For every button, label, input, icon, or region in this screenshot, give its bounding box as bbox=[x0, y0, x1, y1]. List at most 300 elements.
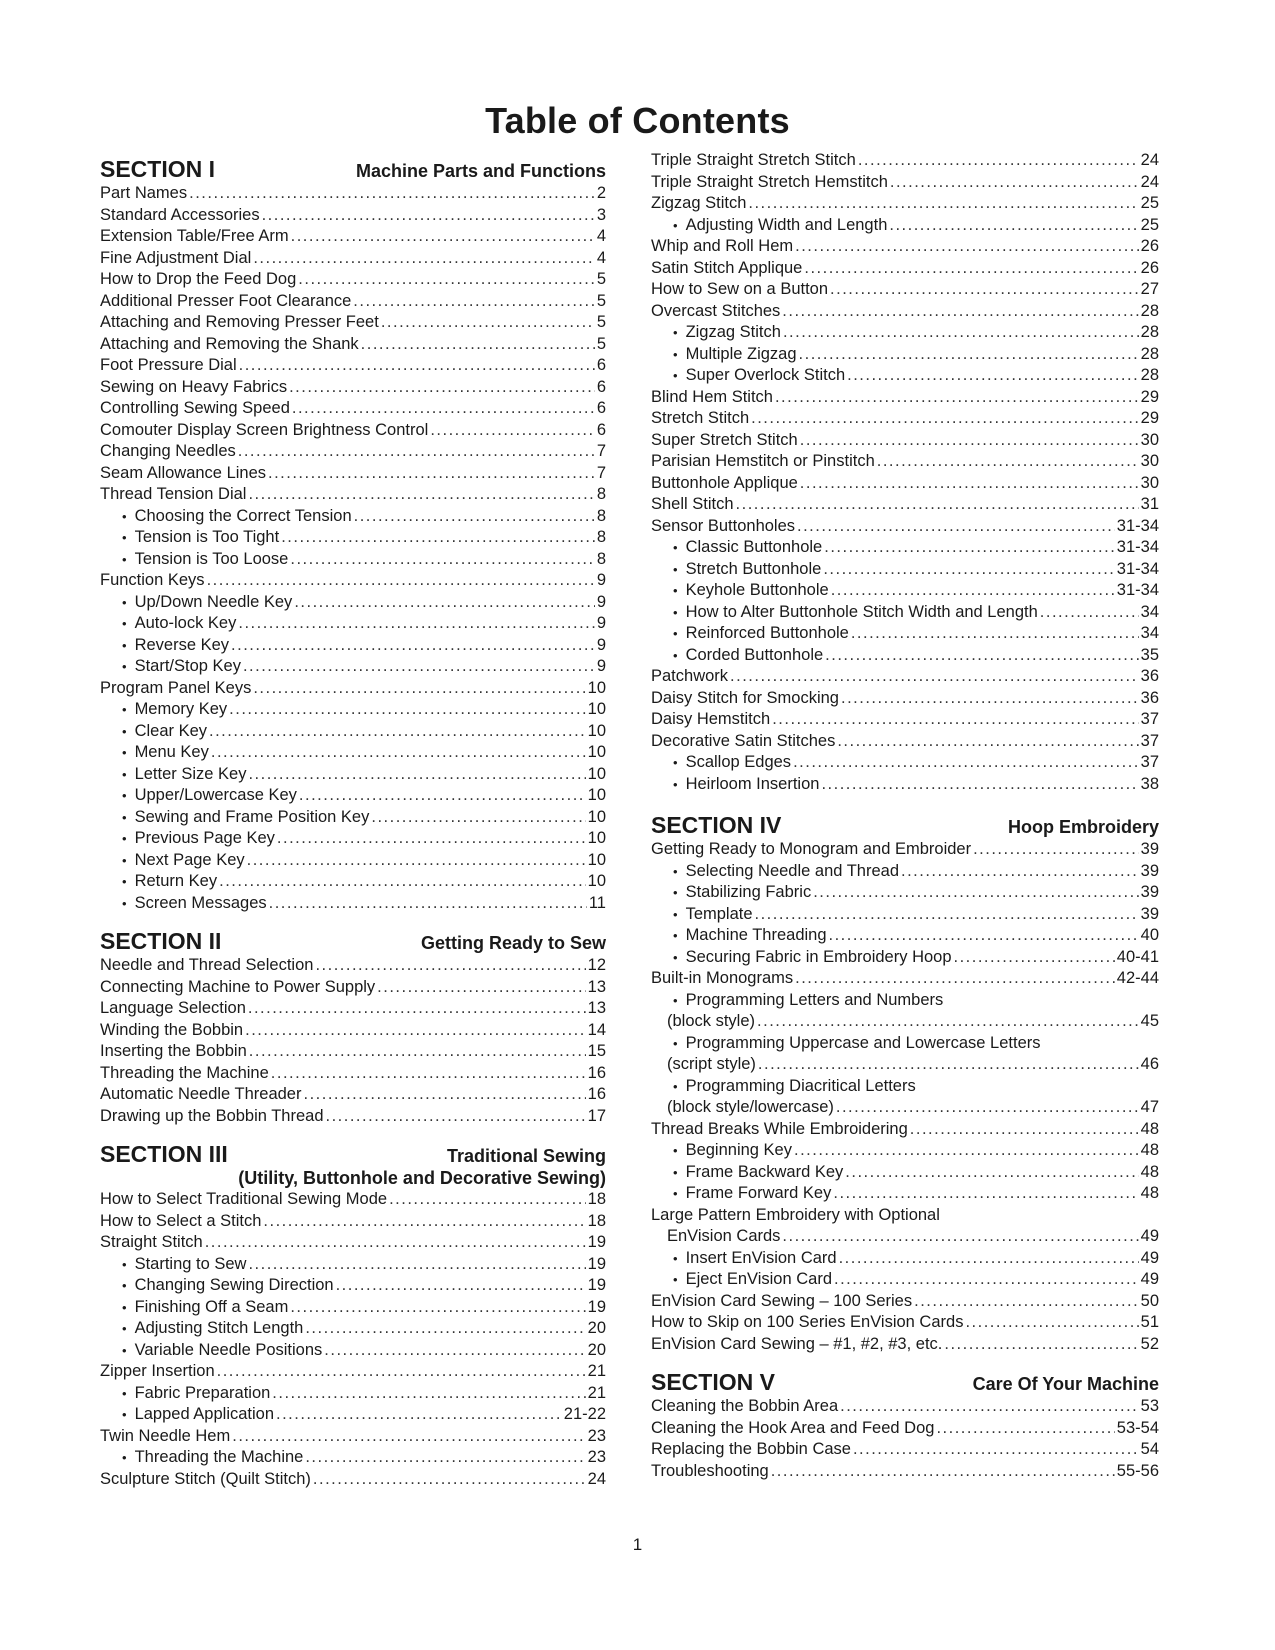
dot-leader bbox=[298, 269, 595, 291]
toc-entry bbox=[651, 839, 1159, 861]
toc-entry-title: Triple Straight Stretch Stitch bbox=[651, 151, 856, 169]
toc-entry bbox=[100, 1020, 606, 1042]
toc-entry-title: Thread Tension Dial bbox=[100, 485, 247, 503]
section-4-header bbox=[651, 812, 1159, 839]
toc-entry-page: 39 bbox=[1140, 840, 1159, 858]
dot-leader bbox=[217, 1361, 586, 1383]
toc-entry bbox=[100, 721, 606, 743]
dot-leader bbox=[795, 968, 1115, 990]
toc-entry-page: 7 bbox=[596, 463, 606, 482]
toc-entry-title: • Insert EnVision Card bbox=[685, 1248, 837, 1267]
toc-entry bbox=[100, 506, 606, 528]
toc-entry-page: 20 bbox=[587, 1340, 606, 1359]
dot-leader bbox=[211, 742, 586, 764]
toc-entry-page: 48 bbox=[1140, 1119, 1159, 1138]
toc-entry bbox=[651, 215, 1159, 237]
toc-entry bbox=[651, 1119, 1159, 1141]
toc-entry bbox=[100, 441, 606, 463]
dot-leader bbox=[823, 559, 1114, 581]
dot-leader bbox=[890, 172, 1139, 194]
toc-entry-title: Sculpture Stitch (Quilt Stitch) bbox=[100, 1469, 311, 1488]
toc-entry-title: • Finishing Off a Seam bbox=[134, 1297, 289, 1316]
dot-leader bbox=[813, 882, 1138, 904]
toc-list bbox=[651, 150, 1159, 795]
dot-leader bbox=[239, 355, 595, 377]
toc-entry-title: Program Panel Keys bbox=[100, 678, 252, 697]
toc-entry-title: • Screen Messages bbox=[134, 893, 267, 912]
dot-leader bbox=[914, 1291, 1139, 1313]
toc-entry-page: 30 bbox=[1140, 452, 1159, 470]
dot-leader bbox=[799, 344, 1139, 366]
dot-leader bbox=[853, 1439, 1139, 1461]
toc-entry bbox=[651, 322, 1159, 344]
toc-entry-page: 6 bbox=[596, 356, 606, 374]
toc-list bbox=[100, 955, 606, 1127]
toc-entry bbox=[651, 580, 1159, 602]
toc-entry-title: • Template bbox=[685, 904, 753, 923]
toc-entry bbox=[651, 752, 1159, 774]
toc-entry-title: Troubleshooting bbox=[651, 1461, 769, 1480]
toc-entry bbox=[100, 570, 606, 592]
section-subtitle: Getting Ready to Sew bbox=[420, 933, 606, 953]
toc-entry bbox=[651, 1226, 1159, 1248]
toc-entry bbox=[100, 1106, 606, 1128]
toc-entry-page: 35 bbox=[1140, 645, 1159, 664]
dot-leader bbox=[736, 494, 1139, 516]
toc-entry-page: 46 bbox=[1140, 1055, 1159, 1073]
toc-entry-page: 10 bbox=[587, 721, 606, 740]
toc-entry bbox=[100, 1404, 606, 1426]
toc-entry-page: 50 bbox=[1140, 1291, 1159, 1310]
dot-leader bbox=[901, 861, 1139, 883]
toc-entry-page: 39 bbox=[1140, 861, 1159, 880]
dot-leader bbox=[248, 764, 585, 786]
dot-leader bbox=[243, 656, 595, 678]
toc-entry-page: 40-41 bbox=[1116, 947, 1159, 966]
toc-entry-page: 31-34 bbox=[1116, 581, 1159, 599]
dot-leader bbox=[755, 904, 1139, 926]
toc-entry bbox=[651, 925, 1159, 947]
dot-leader bbox=[248, 998, 586, 1020]
toc-entry bbox=[651, 1418, 1159, 1440]
toc-entry-page: 29 bbox=[1140, 409, 1159, 427]
dot-leader bbox=[219, 871, 586, 893]
toc-entry bbox=[651, 344, 1159, 366]
toc-entry bbox=[100, 592, 606, 614]
toc-entry-page: 55-56 bbox=[1116, 1461, 1159, 1480]
toc-entry-page: 19 bbox=[587, 1233, 606, 1251]
toc-entry-page: 39 bbox=[1140, 904, 1159, 923]
dot-leader bbox=[824, 537, 1115, 559]
toc-entry bbox=[100, 613, 606, 635]
toc-entry-title: Inserting the Bobbin bbox=[100, 1042, 247, 1060]
toc-entry bbox=[651, 172, 1159, 194]
toc-entry-title: • Menu Key bbox=[134, 743, 209, 761]
toc-entry-title: • Zigzag Stitch bbox=[685, 323, 781, 341]
toc-entry-title: Parisian Hemstitch or Pinstitch bbox=[651, 452, 875, 470]
toc-entry-title: Built-in Monograms bbox=[651, 969, 794, 987]
toc-entry-title: Triple Straight Stretch Hemstitch bbox=[651, 172, 888, 191]
toc-entry-page: 10 bbox=[587, 786, 606, 804]
dot-leader bbox=[833, 1183, 1138, 1205]
toc-entry-page: 11 bbox=[588, 893, 606, 912]
toc-entry bbox=[651, 1312, 1159, 1334]
dot-leader bbox=[253, 248, 594, 270]
toc-entry-title: Zipper Insertion bbox=[100, 1362, 215, 1380]
toc-entry-title: • Return Key bbox=[134, 872, 218, 890]
toc-entry-title: Twin Needle Hem bbox=[100, 1426, 231, 1445]
dot-leader bbox=[253, 678, 585, 700]
toc-entry-title: • Memory Key bbox=[134, 700, 228, 718]
dot-leader bbox=[313, 1469, 586, 1491]
dot-leader bbox=[389, 1189, 586, 1211]
dot-leader bbox=[209, 721, 586, 743]
toc-entry-title: Comouter Display Screen Brightness Control bbox=[100, 420, 429, 439]
toc-entry bbox=[651, 1054, 1159, 1076]
toc-entry bbox=[100, 463, 606, 485]
section-1-header bbox=[100, 156, 606, 183]
toc-entry-title: • Programming Diacritical Letters bbox=[685, 1076, 916, 1095]
toc-entry-title: Drawing up the Bobbin Thread bbox=[100, 1106, 324, 1125]
toc-entry bbox=[651, 236, 1159, 258]
toc-entry bbox=[651, 1076, 1159, 1098]
dot-leader bbox=[758, 1054, 1139, 1076]
dot-leader bbox=[276, 1404, 562, 1426]
toc-entry bbox=[651, 1396, 1159, 1418]
dot-leader bbox=[247, 850, 586, 872]
toc-entry-title: • Sewing and Frame Position Key bbox=[134, 807, 370, 826]
toc-entry bbox=[651, 1461, 1159, 1483]
toc-entry-title: Needle and Thread Selection bbox=[100, 956, 314, 974]
dot-leader bbox=[973, 839, 1139, 861]
toc-entry bbox=[100, 1211, 606, 1233]
toc-entry-title: • Threading the Machine bbox=[134, 1448, 304, 1466]
toc-entry-title: Extension Table/Free Arm bbox=[100, 227, 289, 245]
toc-entry bbox=[651, 387, 1159, 409]
dot-leader bbox=[281, 527, 595, 549]
toc-entry-page: 5 bbox=[596, 334, 606, 353]
dot-leader bbox=[303, 1084, 585, 1106]
toc-entry-title: Standard Accessories bbox=[100, 205, 260, 224]
toc-entry bbox=[100, 334, 606, 356]
toc-entry bbox=[100, 1041, 606, 1063]
section-label: SECTION IV bbox=[651, 812, 782, 838]
toc-entry-page: 28 bbox=[1140, 344, 1159, 363]
toc-entry-page: 49 bbox=[1140, 1227, 1159, 1245]
dot-leader bbox=[189, 183, 595, 205]
toc-entry bbox=[651, 1033, 1159, 1055]
toc-entry bbox=[100, 998, 606, 1020]
toc-entry bbox=[100, 1063, 606, 1085]
toc-entry bbox=[100, 398, 606, 420]
toc-entry-page: 9 bbox=[596, 571, 606, 589]
toc-entry bbox=[100, 807, 606, 829]
toc-entry-title: How to Select a Stitch bbox=[100, 1211, 262, 1230]
section-subtitle-2: (Utility, Buttonhole and Decorative Sewing) bbox=[238, 1168, 606, 1188]
dot-leader bbox=[324, 1340, 585, 1362]
toc-entry-page: 48 bbox=[1140, 1184, 1159, 1202]
dot-leader bbox=[277, 828, 586, 850]
section-2-header bbox=[100, 928, 606, 955]
toc-entry bbox=[100, 484, 606, 506]
dot-leader bbox=[757, 1011, 1139, 1033]
toc-entry-title: How to Skip on 100 Series EnVision Cards bbox=[651, 1313, 964, 1331]
toc-list bbox=[651, 1396, 1159, 1482]
toc-entry-page: 37 bbox=[1140, 753, 1159, 771]
toc-entry bbox=[100, 1254, 606, 1276]
toc-entry-page: 23 bbox=[587, 1448, 606, 1466]
toc-entry-title: Connecting Machine to Power Supply bbox=[100, 977, 376, 996]
toc-entry-title: Threading the Machine bbox=[100, 1063, 269, 1082]
toc-entry-page: 49 bbox=[1140, 1270, 1159, 1288]
toc-entry-page: 28 bbox=[1140, 366, 1159, 384]
toc-entry-title: Buttonhole Applique bbox=[651, 473, 798, 492]
toc-entry-page: 42-44 bbox=[1116, 969, 1159, 987]
dot-leader bbox=[262, 205, 595, 227]
toc-entry-title: Satin Stitch Applique bbox=[651, 258, 803, 277]
toc-entry-title: • Heirloom Insertion bbox=[685, 774, 820, 793]
toc-entry bbox=[651, 1183, 1159, 1205]
toc-entry-page: 10 bbox=[587, 743, 606, 761]
toc-entry-title: Language Selection bbox=[100, 999, 246, 1017]
toc-entry-title: • Keyhole Buttonhole bbox=[685, 581, 829, 599]
toc-list bbox=[100, 183, 606, 914]
toc-entry-page: 29 bbox=[1140, 387, 1159, 406]
toc-entry-page: 48 bbox=[1140, 1141, 1159, 1159]
toc-entry bbox=[651, 258, 1159, 280]
toc-entry-title: Large Pattern Embroidery with Optional bbox=[651, 1205, 940, 1224]
toc-entry-page: 16 bbox=[587, 1085, 606, 1103]
toc-entry bbox=[100, 1426, 606, 1448]
toc-entry-title: Sewing on Heavy Fabrics bbox=[100, 377, 288, 396]
toc-entry-page: 53-54 bbox=[1116, 1418, 1159, 1437]
toc-entry-title: Seam Allowance Lines bbox=[100, 463, 267, 482]
toc-entry bbox=[100, 742, 606, 764]
toc-entry-page: 10 bbox=[587, 829, 606, 847]
toc-entry-title: How to Drop the Feed Dog bbox=[100, 270, 297, 288]
toc-entry-page: 14 bbox=[587, 1020, 606, 1039]
toc-entry bbox=[100, 955, 606, 977]
toc-entry-page: 19 bbox=[587, 1276, 606, 1294]
toc-entry-title: Shell Stitch bbox=[651, 495, 734, 513]
dot-leader bbox=[845, 1162, 1138, 1184]
dot-leader bbox=[965, 1312, 1138, 1334]
toc-entry bbox=[100, 377, 606, 399]
dot-leader bbox=[794, 1140, 1139, 1162]
dot-leader bbox=[851, 623, 1139, 645]
toc-entry-title: Cleaning the Hook Area and Feed Dog bbox=[651, 1418, 935, 1437]
toc-entry bbox=[651, 1140, 1159, 1162]
toc-entry-title: Blind Hem Stitch bbox=[651, 387, 773, 406]
toc-list bbox=[100, 1189, 606, 1490]
section-label: SECTION II bbox=[100, 928, 222, 954]
toc-entry-title: • Variable Needle Positions bbox=[134, 1340, 323, 1359]
toc-entry bbox=[651, 666, 1159, 688]
dot-leader bbox=[840, 1396, 1139, 1418]
toc-entry-page: 34 bbox=[1140, 602, 1159, 621]
toc-entry-title: • Stabilizing Fabric bbox=[685, 883, 812, 901]
dot-leader bbox=[336, 1275, 586, 1297]
toc-entry-page: 19 bbox=[587, 1297, 606, 1316]
dot-leader bbox=[231, 635, 595, 657]
toc-entry-title: Automatic Needle Threader bbox=[100, 1085, 302, 1103]
toc-entry-title: EnVision Cards bbox=[667, 1227, 781, 1245]
dot-leader bbox=[847, 365, 1139, 387]
toc-entry-page: 30 bbox=[1140, 430, 1159, 449]
toc-entry bbox=[651, 494, 1159, 516]
toc-entry-page: 9 bbox=[596, 635, 606, 654]
toc-entry-page: 52 bbox=[1140, 1334, 1159, 1353]
section-label: SECTION I bbox=[100, 156, 216, 182]
toc-entry-title: Daisy Hemstitch bbox=[651, 710, 771, 728]
toc-entry bbox=[100, 656, 606, 678]
toc-entry bbox=[100, 1469, 606, 1491]
toc-entry-title: Zigzag Stitch bbox=[651, 194, 747, 212]
dot-leader bbox=[205, 1232, 586, 1254]
toc-entry bbox=[651, 1097, 1159, 1119]
toc-entry-page: 10 bbox=[587, 807, 606, 826]
toc-entry-title: Decorative Satin Stitches bbox=[651, 731, 836, 750]
toc-entry-title: • Upper/Lowercase Key bbox=[134, 786, 297, 804]
toc-entry bbox=[651, 1334, 1159, 1356]
toc-entry-page: 13 bbox=[587, 999, 606, 1017]
toc-entry-title: • Programming Uppercase and Lowercase Letters bbox=[685, 1033, 1041, 1052]
toc-entry bbox=[100, 764, 606, 786]
toc-entry-title: • Beginning Key bbox=[685, 1141, 792, 1159]
toc-entry-title: Controlling Sewing Speed bbox=[100, 399, 290, 417]
toc-entry-title: EnVision Card Sewing – 100 Series bbox=[651, 1291, 913, 1310]
dot-leader bbox=[782, 1226, 1138, 1248]
toc-entry-page: 49 bbox=[1140, 1248, 1159, 1267]
dot-leader bbox=[841, 688, 1139, 710]
toc-entry bbox=[100, 1447, 606, 1469]
toc-entry bbox=[651, 279, 1159, 301]
dot-leader bbox=[831, 580, 1115, 602]
toc-entry bbox=[100, 871, 606, 893]
toc-entry-page: 8 bbox=[596, 485, 606, 503]
toc-entry-title: • Tension is Too Tight bbox=[134, 528, 280, 546]
dot-leader bbox=[305, 1318, 585, 1340]
dot-leader bbox=[910, 1119, 1139, 1141]
toc-entry-page: 28 bbox=[1140, 301, 1159, 320]
toc-entry-page: 8 bbox=[596, 506, 606, 525]
toc-entry bbox=[651, 947, 1159, 969]
toc-entry bbox=[651, 516, 1159, 538]
toc-entry-page: 12 bbox=[587, 956, 606, 974]
toc-entry-title: • Previous Page Key bbox=[134, 829, 275, 847]
toc-entry-title: • Machine Threading bbox=[685, 926, 827, 944]
toc-entry bbox=[100, 420, 606, 442]
toc-entry-page: 5 bbox=[596, 313, 606, 331]
toc-entry bbox=[100, 269, 606, 291]
toc-entry bbox=[651, 709, 1159, 731]
toc-entry-title: Replacing the Bobbin Case bbox=[651, 1440, 851, 1458]
toc-entry bbox=[651, 150, 1159, 172]
dot-leader bbox=[289, 377, 595, 399]
toc-entry bbox=[651, 861, 1159, 883]
toc-entry-page: 24 bbox=[1140, 172, 1159, 191]
toc-entry-title: • Start/Stop Key bbox=[134, 657, 241, 675]
toc-entry-page: 10 bbox=[587, 764, 606, 783]
toc-entry bbox=[100, 355, 606, 377]
toc-entry bbox=[100, 205, 606, 227]
toc-entry bbox=[100, 527, 606, 549]
toc-entry bbox=[651, 451, 1159, 473]
toc-entry-title: Attaching and Removing Presser Feet bbox=[100, 313, 379, 331]
toc-entry-title: Changing Needles bbox=[100, 442, 236, 460]
dot-leader bbox=[829, 925, 1139, 947]
toc-entry bbox=[100, 1232, 606, 1254]
toc-entry-title: • Programming Letters and Numbers bbox=[685, 990, 944, 1009]
left-column bbox=[100, 150, 606, 1490]
dot-leader bbox=[381, 312, 595, 334]
toc-entry-title: • Multiple Zigzag bbox=[685, 344, 797, 363]
dot-leader bbox=[834, 1269, 1139, 1291]
section-label: SECTION V bbox=[651, 1369, 775, 1395]
toc-entry-title: • Next Page Key bbox=[134, 850, 245, 869]
dot-leader bbox=[793, 752, 1139, 774]
dot-leader bbox=[889, 215, 1138, 237]
toc-entry-page: 27 bbox=[1140, 280, 1159, 298]
toc-entry-page: 39 bbox=[1140, 883, 1159, 901]
toc-entry-title: • Up/Down Needle Key bbox=[134, 592, 293, 611]
toc-entry bbox=[100, 1383, 606, 1405]
dot-leader bbox=[877, 451, 1139, 473]
toc-entry-title: Daisy Stitch for Smocking bbox=[651, 688, 839, 707]
toc-entry-title: • Corded Buttonhole bbox=[685, 645, 824, 664]
toc-entry-title: Thread Breaks While Embroidering bbox=[651, 1119, 908, 1138]
dot-leader bbox=[858, 150, 1139, 172]
toc-entry-title: EnVision Card Sewing – #1, #2, #3, etc. bbox=[651, 1334, 943, 1353]
toc-list bbox=[651, 839, 1159, 1355]
toc-entry-page: 36 bbox=[1140, 688, 1159, 707]
toc-entry-page: 10 bbox=[587, 700, 606, 718]
toc-entry-page: 24 bbox=[587, 1469, 606, 1488]
toc-entry-title: Patchwork bbox=[651, 667, 729, 685]
toc-entry-page: 30 bbox=[1140, 473, 1159, 492]
dot-leader bbox=[263, 1211, 585, 1233]
toc-entry bbox=[100, 183, 606, 205]
dot-leader bbox=[795, 236, 1139, 258]
dot-leader bbox=[825, 645, 1138, 667]
toc-entry-title: Stretch Stitch bbox=[651, 409, 750, 427]
page-title: Table of Contents bbox=[485, 100, 790, 141]
toc-entry-title: • Tension is Too Loose bbox=[134, 549, 289, 568]
toc-entry-title: Fine Adjustment Dial bbox=[100, 248, 252, 267]
toc-entry-page: 31 bbox=[1140, 495, 1159, 513]
toc-entry-page: 23 bbox=[587, 1426, 606, 1445]
toc-entry bbox=[651, 731, 1159, 753]
toc-entry-page: 18 bbox=[587, 1190, 606, 1208]
toc-entry-title: • Scallop Edges bbox=[685, 753, 792, 771]
toc-entry-title: Function Keys bbox=[100, 571, 205, 589]
toc-entry bbox=[100, 828, 606, 850]
section-subtitle: Traditional Sewing bbox=[446, 1146, 606, 1166]
dot-leader bbox=[272, 1383, 585, 1405]
toc-entry-page: 37 bbox=[1140, 731, 1159, 750]
toc-entry bbox=[651, 365, 1159, 387]
section-subtitle: Hoop Embroidery bbox=[1007, 817, 1159, 837]
toc-entry bbox=[651, 645, 1159, 667]
toc-entry-page: 31-34 bbox=[1116, 538, 1159, 556]
toc-entry-title: How to Select Traditional Sewing Mode bbox=[100, 1190, 388, 1208]
toc-entry-title: (block style) bbox=[667, 1012, 756, 1030]
dot-leader bbox=[836, 1097, 1139, 1119]
toc-entry bbox=[651, 1011, 1159, 1033]
toc-entry-page: 5 bbox=[596, 270, 606, 288]
toc-entry-title: • Letter Size Key bbox=[134, 764, 247, 783]
toc-entry-page: 17 bbox=[587, 1106, 606, 1125]
